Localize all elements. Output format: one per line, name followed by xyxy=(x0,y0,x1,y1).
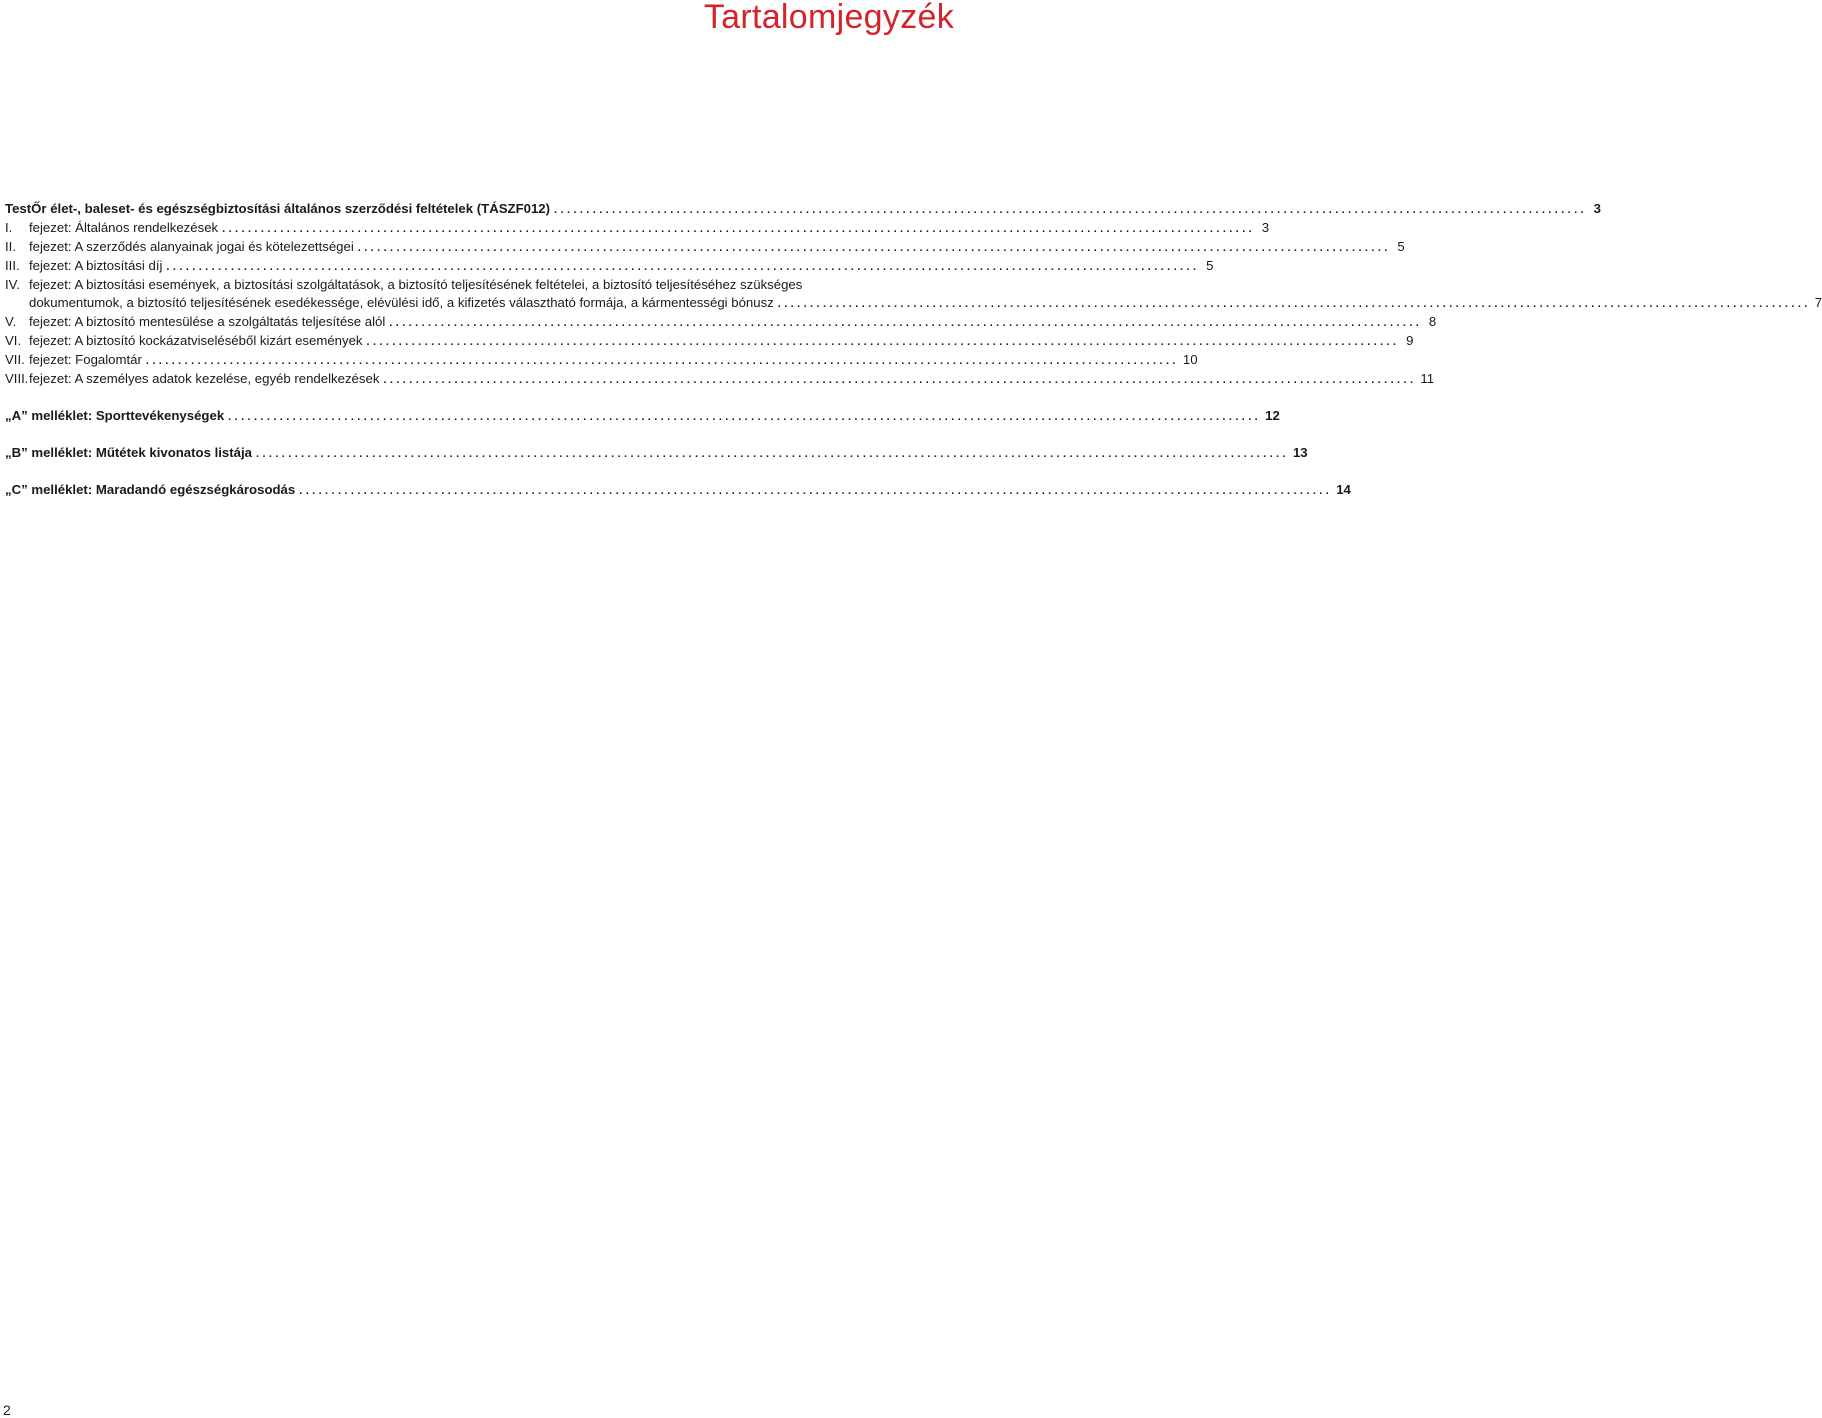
toc-page-number: 3 xyxy=(1593,201,1602,216)
chapter-number: VIII. xyxy=(5,371,29,386)
toc-page-number: 3 xyxy=(1261,220,1270,235)
toc-entry-annex-b[interactable] xyxy=(5,444,1308,463)
leader-dots: ................................................................................................................................................................ xyxy=(777,298,1811,310)
toc-entry-label: fejezet: A személyes adatok kezelése, egyéb rendelkezések xyxy=(29,371,380,386)
leader-dots: ................................................................................................................................................................ xyxy=(255,448,1289,460)
toc-page-number: 13 xyxy=(1292,445,1308,460)
toc-page-number: 5 xyxy=(1397,239,1405,254)
leader-dots: ................................................................................................................................................................ xyxy=(554,204,1588,216)
toc-entry-label: fejezet: A biztosítási díj xyxy=(29,258,163,273)
toc-page-number: 10 xyxy=(1182,352,1198,367)
toc-entry-annex-c[interactable] xyxy=(5,481,1351,500)
leader-dots: ................................................................................................................................................................ xyxy=(228,411,1262,423)
toc-page-number: 9 xyxy=(1406,333,1414,348)
chapter-number: VI. xyxy=(5,333,22,348)
toc-entry-chapter-3[interactable] xyxy=(5,257,1214,276)
toc-entry-label: TestŐr élet-, baleset- és egészségbiztosítási általános szerződési feltételek (TÁSZF012) xyxy=(5,201,551,216)
toc-entry-chapter-4[interactable] xyxy=(5,276,1822,313)
toc-main-entry[interactable] xyxy=(5,200,1602,219)
toc-page-number: 14 xyxy=(1336,482,1351,497)
chapter-number: V. xyxy=(5,314,17,329)
toc-entry-chapter-5[interactable] xyxy=(5,313,1437,332)
toc-page-number: 5 xyxy=(1206,258,1214,273)
leader-dots: ................................................................................................................................................................ xyxy=(366,336,1400,348)
toc-entry-chapter-8[interactable] xyxy=(5,370,1435,389)
toc-entry-label: fejezet: A biztosítási események, a biztosítási szolgáltatások, a biztosító teljesítésének feltételei, a biztosító teljesítéséhez szükséges xyxy=(29,277,803,292)
table-of-contents xyxy=(5,200,1822,500)
toc-page-number: 8 xyxy=(1428,314,1437,329)
chapter-number: II. xyxy=(5,239,16,254)
leader-dots: ................................................................................................................................................................ xyxy=(145,355,1179,367)
toc-entry-label: fejezet: Általános rendelkezések xyxy=(29,220,219,235)
toc-entry-annex-a[interactable] xyxy=(5,407,1280,426)
footer-page-number: 2 xyxy=(3,1402,11,1418)
toc-entry-label: fejezet: A szerződés alanyainak jogai és kötelezettségei xyxy=(29,239,354,254)
toc-entry-label: fejezet: A biztosító kockázatviseléséből kizárt események xyxy=(29,333,363,348)
toc-entry-label-continued: dokumentumok, a biztosító teljesítésének esedékessége, elévülési idő, a kifizetés választható formája, a kármentességi bónusz xyxy=(29,295,774,310)
toc-page-number: 12 xyxy=(1265,408,1280,423)
chapter-number: VII. xyxy=(5,352,25,367)
toc-entry-chapter-6[interactable] xyxy=(5,332,1414,351)
leader-dots: ................................................................................................................................................................ xyxy=(166,261,1200,273)
toc-entry-label: „C” melléklet: Maradandó egészségkárosodás xyxy=(5,482,296,497)
page-title: Tartalomjegyzék xyxy=(703,0,954,36)
toc-entry-chapter-7[interactable] xyxy=(5,351,1198,370)
toc-entry-label: fejezet: A biztosító mentesülése a szolgáltatás teljesítése alól xyxy=(29,314,386,329)
chapter-number: III. xyxy=(5,258,20,273)
leader-dots: ................................................................................................................................................................ xyxy=(357,242,1391,254)
chapter-number: I. xyxy=(5,220,13,235)
toc-page-number: 7 xyxy=(1814,295,1822,310)
leader-dots: ................................................................................................................................................................ xyxy=(383,374,1417,386)
leader-dots: ................................................................................................................................................................ xyxy=(222,223,1256,235)
toc-entry-label: fejezet: Fogalomtár xyxy=(29,352,142,367)
chapter-number: IV. xyxy=(5,277,20,292)
toc-entry-chapter-2[interactable] xyxy=(5,238,1405,257)
toc-page-number: 11 xyxy=(1420,371,1435,386)
leader-dots: ................................................................................................................................................................ xyxy=(389,317,1423,329)
toc-entry-chapter-1[interactable] xyxy=(5,219,1270,238)
toc-entry-label: „B” melléklet: Műtétek kivonatos listája xyxy=(5,445,252,460)
leader-dots: ................................................................................................................................................................ xyxy=(299,485,1333,497)
toc-entry-label: „A” melléklet: Sporttevékenységek xyxy=(5,408,225,423)
